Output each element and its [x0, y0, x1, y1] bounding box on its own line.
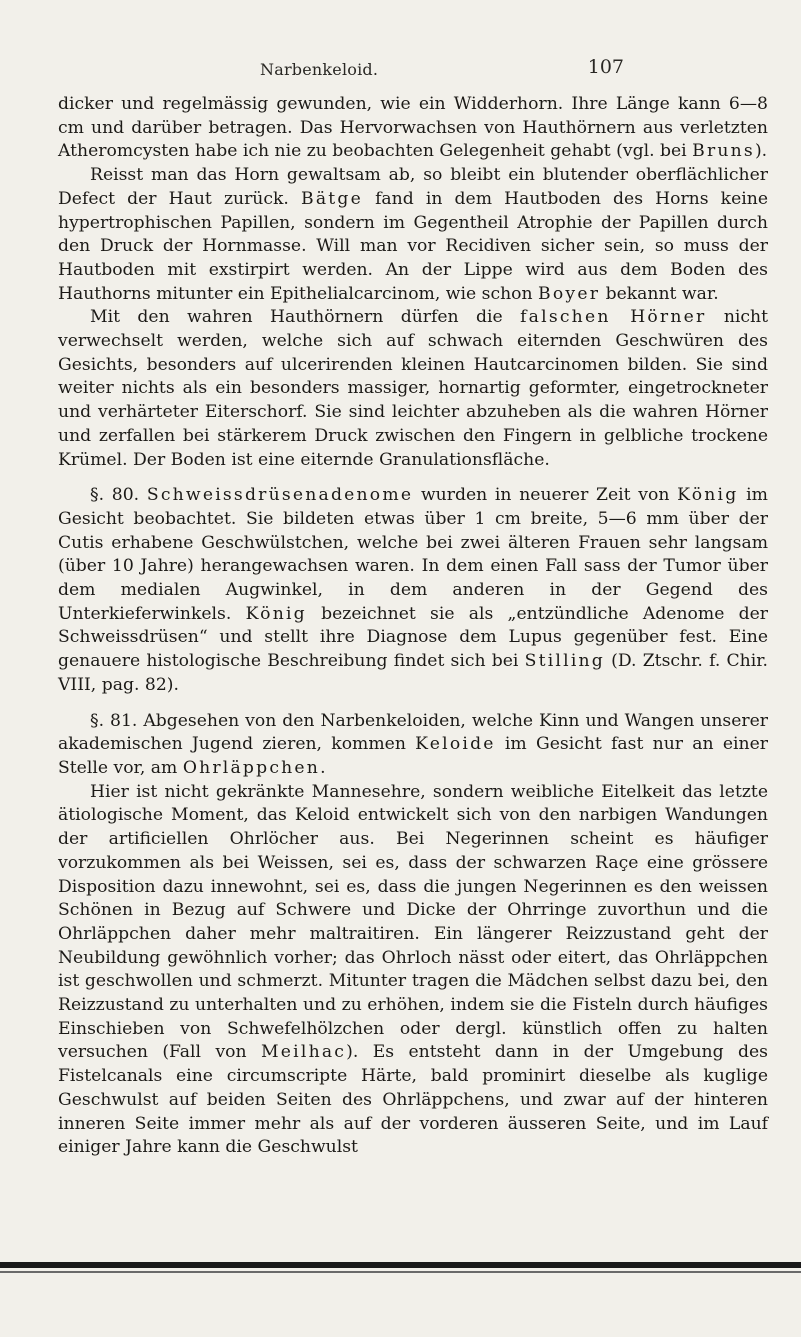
text-run: ). Es entsteht dann in der Umgebung des Fistelcanals eine circumscripte Härte, bald prominirt dieselbe als kuglige Geschwulst auf beiden Seiten des Ohrläppchens, und zwar auf der hinteren inneren Seite immer mehr als auf der vorderen äusseren Seite, und im Lauf einiger Jahre kann die Geschwulst [58, 1042, 768, 1158]
spaced-term: Stilling [524, 651, 605, 672]
running-head: Narbenkeloid. [260, 60, 379, 79]
paragraph-p3 [58, 306, 768, 472]
spaced-term: falschen Hörner [520, 307, 707, 328]
text-run: §. 81. Abgesehen von den Narbenkeloiden, welche Kinn und Wangen unserer akademischen Jugend zieren, kommen [58, 710, 768, 755]
text-run: ). [754, 141, 768, 162]
paragraph-p5 [58, 710, 768, 781]
spaced-term: Ohrläppchen [182, 757, 321, 778]
text-run: bezeichnet sie als „entzündliche Adenome der Schweissdrüsen“ und stellt ihre Diagnose dem Lupus gegenüber fest. Eine genauere histologische Beschreibung findet sich bei [58, 603, 768, 672]
text-run: fand in dem Hautboden des Horns keine hypertrophischen Papillen, sondern im Gegentheil Atrophie der Papillen durch den Druck der Hornmasse. Will man vor Recidiven sicher sein, so muss der Hautboden mit exstirpirt werden. An der Lippe wird aus dem Boden des Hauthorns mitunter ein Epithelialcarcinom, wie schon [58, 188, 769, 304]
spaced-term: Bruns [692, 141, 755, 162]
paragraph-p6 [58, 781, 768, 1160]
spaced-term: Meilhac [261, 1042, 347, 1063]
text-run: . [320, 757, 326, 778]
text-run: Mit den wahren Hauthörnern dürfen die [90, 307, 521, 328]
text-run: nicht verwechselt werden, welche sich auf schwach eiternden Geschwüren des Gesichts, besonders auf ulcerirenden kleinen Hautcarcinomen bilden. Sie sind weiter nichts als ein besonders massiger, hornartig geformter, eingetrockneter und verhärteter Eiterschorf. Sie sind leichter abzuheben als die wahren Hörner und zerfallen bei stärkerem Druck zwischen den Fingern in gelbliche trockene Krümel. Der Boden ist eine eiternde Granulationsfläche. [58, 307, 768, 470]
text-run: wurden in neuerer Zeit von [413, 485, 678, 506]
spaced-term: Bätge [300, 188, 363, 209]
spaced-term: König [677, 485, 739, 506]
bottom-scan-border-thin [0, 1271, 801, 1273]
paragraph-p1 [58, 93, 768, 164]
spaced-term: König [245, 603, 307, 624]
paragraph-p4 [58, 484, 768, 697]
page-header [250, 56, 630, 82]
text-run: bekannt war. [600, 283, 719, 304]
text-run: im Gesicht fast nur an einer Stelle vor, am [58, 734, 769, 778]
paragraph-p2 [58, 164, 768, 306]
body-text [58, 93, 768, 1160]
text-run: §. 80. [90, 485, 147, 506]
spaced-term: Schweissdrüsenadenome [146, 485, 414, 506]
spaced-term: Boyer [538, 283, 601, 304]
text-run: Hier ist nicht gekränkte Mannesehre, sondern weibliche Eitelkeit das letzte ätiologische Moment, das Keloid entwickelt sich von den narbigen Wandungen der artificiellen Ohrlöcher aus. Bei Negerinnen scheint es häufiger vorzukommen als bei Weissen, sei es, dass der schwarzen Raçe eine grössere Disposition dazu innewohnt, sei es, dass die jungen Negerinnen es den weissen Schönen in Bezug auf Schwere und Dicke der Ohrringe zuvorthun und die Ohrläppchen daher mehr maltraitiren. Ein längerer Reizzustand geht der Neubildung gewöhnlich vorher; das Ohrloch nässt oder eitert, das Ohrläppchen ist geschwollen und schmerzt. Mitunter tragen die Mädchen selbst dazu bei, den Reizzustand zu unterhalten und zu erhöhen, indem sie die Fisteln durch häufiges Einschieben von Schwefelhölzchen oder dergl. künstlich offen zu halten versuchen (Fall von [58, 781, 768, 1063]
text-run: dicker und regelmässig gewunden, wie ein Widderhorn. Ihre Länge kann 6—8 cm und darüber betragen. Das Hervorwachsen von Hauthörnern aus verletzten Atheromcysten habe ich nie zu beobachten Gelegenheit gehabt (vgl. bei [58, 94, 768, 162]
page-number: 107 [587, 56, 624, 78]
spaced-term: Keloide [415, 734, 496, 755]
bottom-scan-border [0, 1262, 801, 1268]
text-run: (D. Ztschr. f. Chir. VIII, pag. 82). [58, 651, 768, 695]
text-run: Reisst man das Horn gewaltsam ab, so bleibt ein blutender oberflächlicher Defect der Haut zurück. [58, 165, 768, 209]
text-run: im Gesicht beobachtet. Sie bildeten etwas über 1 cm breite, 5—6 mm über der Cutis erhabene Geschwülstchen, welche bei zwei älteren Frauen sehr langsam (über 10 Jahre) herangewachsen waren. In dem einen Fall sass der Tumor über dem medialen Augwinkel, in dem anderen in der Gegend des Unterkieferwinkels. [58, 485, 768, 624]
